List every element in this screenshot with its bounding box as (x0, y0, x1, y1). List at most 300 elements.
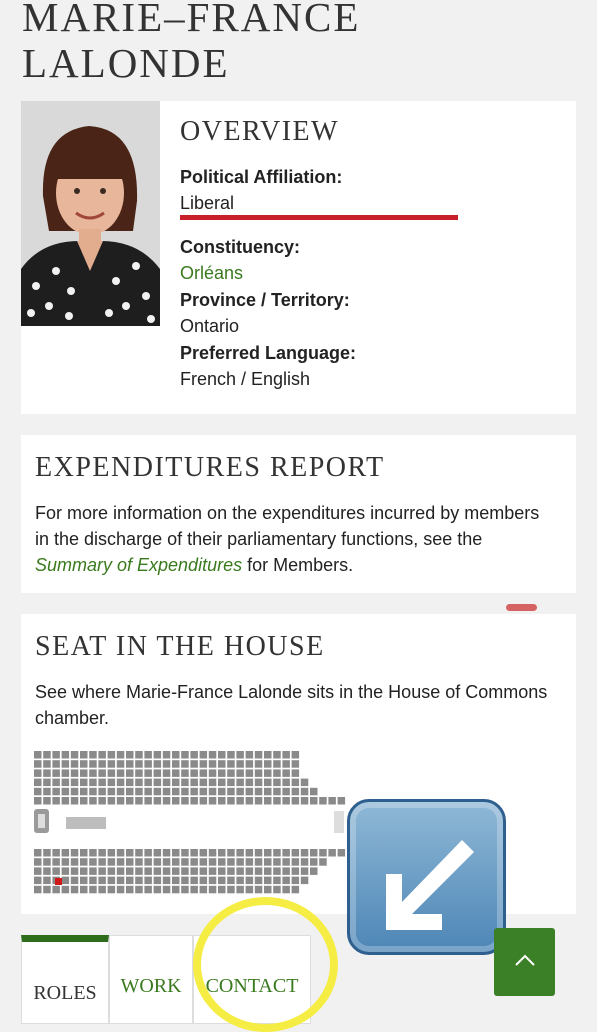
seat (108, 769, 116, 777)
seat (200, 788, 208, 796)
seat (255, 760, 262, 768)
seat (154, 769, 162, 777)
seat (255, 779, 262, 787)
seat (163, 751, 171, 759)
seat (163, 788, 171, 796)
seat (200, 797, 208, 805)
seat (218, 751, 226, 759)
seat (43, 886, 51, 894)
seat (108, 751, 116, 759)
seat (117, 760, 125, 768)
seat (71, 849, 79, 857)
seat (154, 797, 162, 805)
seat (62, 858, 70, 866)
seat (227, 858, 235, 866)
seat (80, 769, 88, 777)
seat (43, 751, 51, 759)
seat (144, 760, 152, 768)
seat (246, 797, 254, 805)
seat (163, 886, 171, 894)
seat-description: See where Marie-France Lalonde sits in the House of Commons chamber. (35, 682, 548, 728)
seat (282, 760, 290, 768)
seat (117, 849, 125, 857)
constituency-label: Constituency: (180, 237, 301, 257)
overview-title: OVERVIEW (180, 116, 340, 147)
seat (218, 797, 226, 805)
seat (89, 751, 97, 759)
seat (172, 877, 180, 885)
seat (80, 858, 88, 866)
seat (227, 769, 235, 777)
seat (98, 797, 106, 805)
seat (52, 797, 60, 805)
seat (190, 769, 198, 777)
seat (227, 867, 235, 875)
seat (264, 769, 272, 777)
seat (80, 788, 88, 796)
seat (209, 779, 217, 787)
expenditures-text-before: For more information on the expenditures incurred by members in the discharge of their parliamentary functions, see the (35, 503, 540, 549)
seat (172, 751, 180, 759)
member-name-line2: LALONDE (22, 40, 230, 86)
seat (200, 760, 208, 768)
seat (117, 867, 125, 875)
seat (71, 769, 79, 777)
house-seating-chart[interactable] (34, 751, 354, 901)
seat (117, 769, 125, 777)
seat (190, 788, 198, 796)
seat (172, 779, 180, 787)
seat (108, 779, 116, 787)
seat (227, 779, 235, 787)
seat (71, 867, 79, 875)
seat (181, 797, 189, 805)
seat (80, 877, 88, 885)
seat (172, 769, 180, 777)
seat (80, 886, 88, 894)
seat (52, 769, 60, 777)
seat (190, 867, 198, 875)
seat (89, 769, 97, 777)
seat (89, 788, 97, 796)
seat (236, 751, 244, 759)
seat (144, 779, 152, 787)
seat (273, 858, 281, 866)
seat (319, 858, 327, 866)
seat (71, 788, 79, 796)
seat (273, 797, 281, 805)
party-color-bar (180, 215, 458, 220)
seat (98, 760, 106, 768)
seat (255, 858, 262, 866)
seat (108, 877, 116, 885)
seat (154, 760, 162, 768)
seat (135, 858, 143, 866)
seat (218, 769, 226, 777)
seat (98, 849, 106, 857)
seat (292, 858, 300, 866)
seat (144, 797, 152, 805)
seat (71, 858, 79, 866)
seat (236, 760, 244, 768)
seat (71, 760, 79, 768)
seat (209, 849, 217, 857)
seat (236, 779, 244, 787)
seat (144, 886, 152, 894)
province-value: Ontario (180, 316, 240, 336)
seat (108, 788, 116, 796)
seat (80, 760, 88, 768)
seat (209, 877, 217, 885)
tab-contact[interactable]: CONTACT (193, 935, 311, 1024)
expenditures-card (21, 435, 576, 593)
seat (135, 788, 143, 796)
expenditures-title: EXPENDITURES REPORT (35, 452, 385, 483)
seat (62, 760, 70, 768)
seat (126, 788, 134, 796)
seat (209, 858, 217, 866)
seat (144, 867, 152, 875)
seat (135, 769, 143, 777)
seat (282, 788, 290, 796)
member-seat-marker (55, 878, 62, 885)
seat (236, 877, 244, 885)
seat (126, 760, 134, 768)
seat (246, 788, 254, 796)
seat (62, 779, 70, 787)
seat (301, 849, 309, 857)
seat (62, 788, 70, 796)
seat (52, 867, 60, 875)
seat (135, 877, 143, 885)
seat (236, 886, 244, 894)
seat (71, 751, 79, 759)
seat (163, 877, 171, 885)
seat (144, 849, 152, 857)
seat (246, 886, 254, 894)
seat (163, 779, 171, 787)
seat (255, 886, 262, 894)
seat (34, 849, 42, 857)
seat (163, 867, 171, 875)
seat (246, 849, 254, 857)
seat-title: SEAT IN THE HOUSE (35, 631, 325, 662)
affiliation-value: Liberal (180, 193, 235, 213)
seat (301, 877, 309, 885)
seat (301, 779, 309, 787)
seat (163, 769, 171, 777)
seat (273, 760, 281, 768)
seat (135, 886, 143, 894)
seat (154, 788, 162, 796)
seat (190, 877, 198, 885)
seat (154, 867, 162, 875)
seat (282, 769, 290, 777)
seat (190, 886, 198, 894)
seat (264, 797, 272, 805)
seat (98, 779, 106, 787)
seat (319, 849, 327, 857)
seat (52, 849, 60, 857)
seat (190, 797, 198, 805)
seat (246, 877, 254, 885)
seat (200, 867, 208, 875)
seat (246, 867, 254, 875)
seat (310, 788, 318, 796)
seat (255, 769, 262, 777)
seat (172, 849, 180, 857)
seat (236, 769, 244, 777)
seat (338, 797, 346, 805)
seat (154, 858, 162, 866)
province-label: Province / Territory: (180, 290, 350, 310)
seat (200, 779, 208, 787)
seat (62, 769, 70, 777)
seat (34, 797, 42, 805)
seat (34, 886, 42, 894)
seat (172, 886, 180, 894)
seat (172, 867, 180, 875)
seat (200, 858, 208, 866)
seat (200, 886, 208, 894)
seat (117, 779, 125, 787)
seat (218, 849, 226, 857)
seat (292, 849, 300, 857)
seat (144, 769, 152, 777)
seat (292, 779, 300, 787)
seat (282, 877, 290, 885)
seat (154, 751, 162, 759)
seat (135, 849, 143, 857)
seat (154, 779, 162, 787)
seat (98, 867, 106, 875)
seat (273, 877, 281, 885)
seat (310, 849, 318, 857)
seat (181, 877, 189, 885)
seat (181, 849, 189, 857)
seat (273, 779, 281, 787)
seat (209, 867, 217, 875)
seat (43, 858, 51, 866)
constituency-link[interactable]: Orléans (180, 263, 244, 283)
seat (292, 769, 300, 777)
seat (292, 797, 300, 805)
seat (34, 769, 42, 777)
seat (98, 877, 106, 885)
seat (135, 760, 143, 768)
seat (126, 858, 134, 866)
language-label: Preferred Language: (180, 343, 357, 363)
seat (246, 769, 254, 777)
seat (43, 867, 51, 875)
seat (144, 751, 152, 759)
seat (43, 849, 51, 857)
seat (126, 849, 134, 857)
seat (34, 751, 42, 759)
seat (34, 877, 42, 885)
seat (126, 877, 134, 885)
seat (181, 779, 189, 787)
language-value: French / English (180, 369, 311, 389)
seat (126, 867, 134, 875)
seat (190, 779, 198, 787)
seat (163, 760, 171, 768)
seat (172, 797, 180, 805)
seat (80, 849, 88, 857)
seat (190, 858, 198, 866)
seat (227, 877, 235, 885)
seat (117, 788, 125, 796)
seat (236, 867, 244, 875)
seat (292, 760, 300, 768)
seat (301, 788, 309, 796)
seat (163, 797, 171, 805)
seat (236, 788, 244, 796)
seat (246, 760, 254, 768)
seat (246, 779, 254, 787)
seat (98, 788, 106, 796)
seat (218, 877, 226, 885)
seat (328, 849, 336, 857)
back-to-top-button[interactable] (494, 928, 555, 996)
seat (200, 751, 208, 759)
seat (264, 760, 272, 768)
seat (218, 867, 226, 875)
seat (282, 858, 290, 866)
seat (200, 877, 208, 885)
seat (80, 797, 88, 805)
seat (126, 769, 134, 777)
seat (52, 779, 60, 787)
seat (273, 769, 281, 777)
seat (292, 788, 300, 796)
seat (190, 751, 198, 759)
seat (71, 886, 79, 894)
seat (181, 751, 189, 759)
seat (282, 779, 290, 787)
seat (218, 886, 226, 894)
tab-roles[interactable]: ROLES (21, 935, 109, 1024)
summary-of-expenditures-link[interactable]: Summary of Expenditures (35, 555, 243, 575)
overview-card (21, 101, 576, 414)
seat (282, 867, 290, 875)
seat (264, 867, 272, 875)
seat (209, 751, 217, 759)
seat (52, 760, 60, 768)
tab-work[interactable]: WORK (109, 935, 193, 1024)
seat (209, 760, 217, 768)
seat (310, 797, 318, 805)
seat (255, 751, 262, 759)
seat (154, 877, 162, 885)
seat (181, 769, 189, 777)
seat (117, 797, 125, 805)
seat (218, 788, 226, 796)
seat (98, 751, 106, 759)
seat (89, 867, 97, 875)
seat (310, 867, 318, 875)
seat (255, 797, 262, 805)
seat (338, 849, 346, 857)
seat (227, 760, 235, 768)
seat (264, 751, 272, 759)
seat (264, 886, 272, 894)
seat (62, 877, 70, 885)
seat (108, 760, 116, 768)
seat (52, 788, 60, 796)
seat (117, 858, 125, 866)
seat (62, 849, 70, 857)
seat (34, 788, 42, 796)
seat (190, 849, 198, 857)
seat (209, 769, 217, 777)
seat (34, 867, 42, 875)
seat (236, 849, 244, 857)
seat (144, 858, 152, 866)
seat (310, 858, 318, 866)
seat (117, 751, 125, 759)
seat (98, 886, 106, 894)
seat (282, 751, 290, 759)
seat (255, 877, 262, 885)
seat (135, 779, 143, 787)
seat (292, 886, 300, 894)
seat (163, 849, 171, 857)
seat (126, 751, 134, 759)
seat (264, 779, 272, 787)
seat (255, 867, 262, 875)
chevron-up-icon (514, 953, 536, 972)
seat (227, 886, 235, 894)
seat (181, 760, 189, 768)
seat (89, 858, 97, 866)
seat (34, 858, 42, 866)
seat (292, 867, 300, 875)
seat (181, 788, 189, 796)
seat (154, 849, 162, 857)
member-photo (21, 101, 160, 326)
seat (108, 886, 116, 894)
seat (273, 751, 281, 759)
seat (172, 858, 180, 866)
seat (52, 858, 60, 866)
seat (126, 886, 134, 894)
seat (227, 797, 235, 805)
seat (52, 751, 60, 759)
seat (282, 886, 290, 894)
seat (62, 867, 70, 875)
affiliation-label: Political Affiliation: (180, 167, 343, 187)
seat (43, 788, 51, 796)
seat (108, 849, 116, 857)
seat (190, 760, 198, 768)
seat (246, 751, 254, 759)
seat (209, 886, 217, 894)
seat (301, 867, 309, 875)
seat (264, 849, 272, 857)
seat (80, 867, 88, 875)
seat (172, 788, 180, 796)
seat (80, 779, 88, 787)
arrow-down-left-icon (347, 799, 506, 955)
expenditures-text (35, 500, 555, 578)
seat (89, 779, 97, 787)
seat (264, 858, 272, 866)
seat (34, 779, 42, 787)
seat (135, 867, 143, 875)
seat (43, 779, 51, 787)
expenditures-text-after: for Members. (242, 555, 354, 575)
